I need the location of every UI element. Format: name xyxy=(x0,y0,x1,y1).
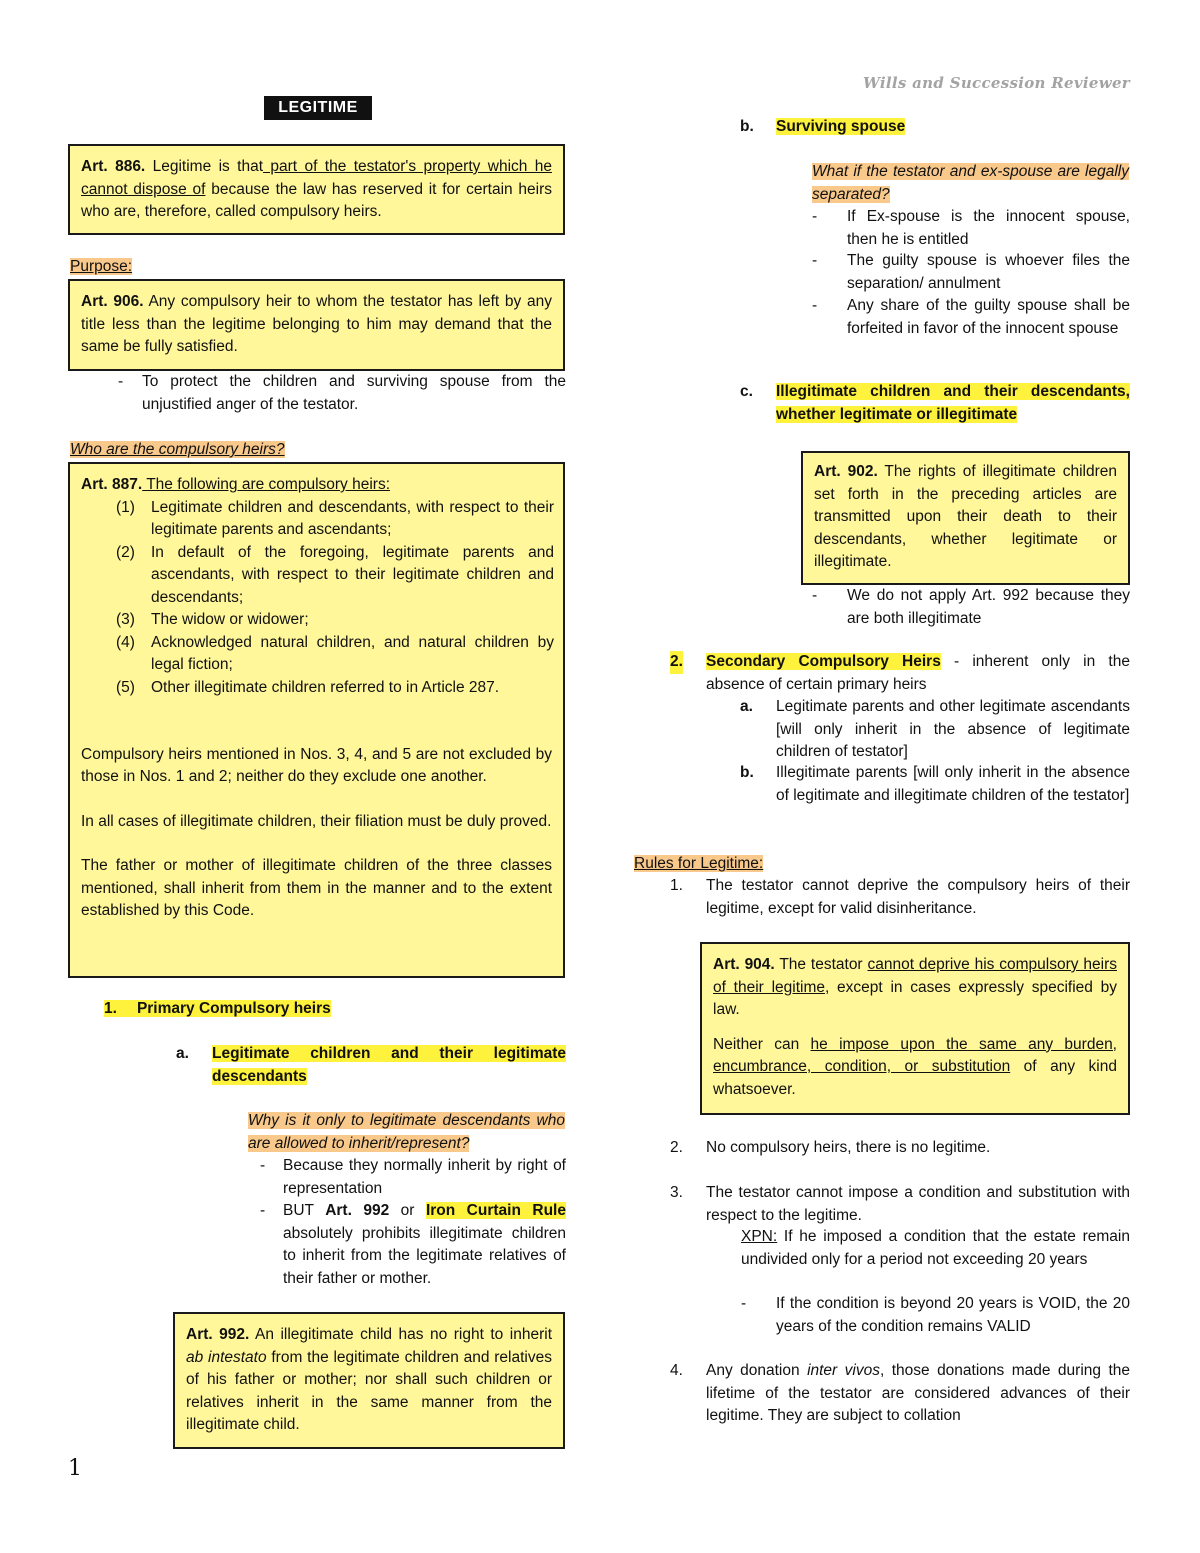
item-number: (1) xyxy=(116,498,135,516)
item-label-text: Legitimate children and their legitimate descendants xyxy=(212,1045,566,1085)
item-text: Acknowledged natural children, and natural children by legal fiction; xyxy=(151,633,554,673)
rule-name: Iron Curtain Rule xyxy=(425,1202,566,1219)
article-label: Art. 886. xyxy=(81,158,146,175)
purpose-heading xyxy=(70,256,132,279)
rule-number: 2. xyxy=(670,1139,683,1156)
rule-number: 1. xyxy=(670,877,683,894)
list-item xyxy=(81,677,552,722)
dash-marker: - xyxy=(741,1295,747,1312)
compulsory-heirs-list xyxy=(81,497,552,722)
item-text: The widow or widower; xyxy=(151,610,309,628)
rules-heading xyxy=(634,853,763,876)
question-text: What if the testator and ex-spouse are legally separated? xyxy=(812,163,1129,203)
question-text: Why is it only to legitimate descendants who are allowed to inherit/represent? xyxy=(248,1112,565,1152)
article-text: The rights of illegitimate children set forth in the preceding articles are transmitted upon their death to their descendants, whether legitimate or illegitimate. xyxy=(814,463,1118,570)
rule-text: The testator cannot deprive the compulsory heirs of their legitime, except for valid disinheritance. xyxy=(706,877,1130,917)
bullet-text: Any share of the guilty spouse shall be forfeited in favor of the innocent spouse xyxy=(847,297,1130,337)
article-906-box xyxy=(68,279,565,371)
item-number: (2) xyxy=(116,543,135,561)
article-text: Neither can xyxy=(713,1035,811,1053)
bullet-text: We do not apply Art. 992 because they are both illegitimate xyxy=(847,587,1130,627)
primary-heirs-heading xyxy=(104,998,331,1021)
dash-marker: - xyxy=(812,252,818,269)
bullet-text-part: or xyxy=(389,1202,426,1219)
item-label xyxy=(776,381,1130,426)
article-887-box xyxy=(68,462,565,978)
item-text: In default of the foregoing, legitimate parents and ascendants, with respect to their legitimate children and descendants; xyxy=(151,543,554,606)
dash-marker: - xyxy=(812,297,818,314)
article-underlined-text: he impose upon the same any burden, encumbrance, condition, or substitution xyxy=(713,1035,1117,1075)
dash-marker: - xyxy=(118,373,124,390)
item-letter: b. xyxy=(740,118,754,135)
rule-text-part: , those donations made during the lifetime of the testator are considered advances of their legitime. They are subject to collation xyxy=(706,1362,1130,1424)
article-intro: The following are compulsory heirs: xyxy=(142,476,390,493)
article-label: Art. 902. xyxy=(814,463,878,480)
heading-number: 2. xyxy=(670,651,683,674)
article-904-box xyxy=(700,942,1130,1115)
article-label: Art. 906. xyxy=(81,293,144,310)
dash-marker: - xyxy=(260,1202,266,1219)
article-992-box xyxy=(173,1312,565,1449)
item-text: Other illegitimate children referred to in Article 287. xyxy=(151,678,500,696)
item-label-text: Surviving spouse xyxy=(776,118,906,135)
article-text: because the law has reserved it for certain heirs who are, therefore, called compulsory heirs. xyxy=(81,180,552,220)
item-letter: b. xyxy=(740,764,754,781)
heading-label: Primary Compulsory heirs xyxy=(123,1000,331,1017)
list-item xyxy=(81,609,552,632)
bullet-text: If Ex-spouse is the innocent spouse, then he is entitled xyxy=(847,208,1130,248)
rule-text: The testator cannot impose a condition and substitution with respect to the legitime. xyxy=(706,1184,1130,1224)
list-item xyxy=(81,497,552,542)
rule-number: 3. xyxy=(670,1184,683,1201)
list-item xyxy=(81,542,552,609)
item-letter: c. xyxy=(740,383,753,400)
article-text: from the legitimate children and relatives of his father or mother; nor shall such children or relatives inherit in the same manner from the illegitimate child. xyxy=(186,1348,552,1433)
article-text: Legitime is that xyxy=(145,158,264,175)
spouse-question xyxy=(812,161,1129,206)
article-text: The testator xyxy=(774,956,868,973)
rules-label: Rules for Legitime: xyxy=(634,855,764,872)
bullet-text: If the condition is beyond 20 years is VOID, the 20 years of the condition remains VALID xyxy=(776,1295,1130,1335)
page-number: 1 xyxy=(68,1456,82,1481)
article-text: Any compulsory heir to whom the testator has left by any title less than the legitime belonging to him may demand that the same be fully satisfied. xyxy=(81,293,553,355)
latin-term: inter vivos xyxy=(807,1362,880,1379)
list-item xyxy=(81,632,552,677)
item-letter: a. xyxy=(176,1045,189,1062)
article-underlined-text: part of the testator's property which he cannot dispose of xyxy=(81,158,552,198)
item-label xyxy=(776,116,905,139)
article-paragraph: Compulsory heirs mentioned in Nos. 3, 4, and 5 are not excluded by those in Nos. 1 and 2; neither do they exclude one another. xyxy=(81,745,552,785)
bullet-text-part: absolutely prohibits illegitimate children to inherit from the legitimate relatives of their father or mother. xyxy=(283,1224,566,1287)
article-paragraph: In all cases of illegitimate children, their filiation must be duly proved. xyxy=(81,812,552,830)
article-886-box xyxy=(68,144,565,235)
who-question: Who are the compulsory heirs? xyxy=(70,441,285,458)
rule-number: 4. xyxy=(670,1362,683,1379)
dash-marker: - xyxy=(812,587,818,604)
bullet-text: To protect the children and surviving spouse from the unjustified anger of the testator. xyxy=(142,373,566,413)
page-title: LEGITIME xyxy=(264,96,372,120)
item-text: Legitimate children and descendants, with respect to their legitimate parents and ascendants; xyxy=(151,498,554,538)
article-text: , except in cases expressly specified by law. xyxy=(713,978,1117,1018)
item-number: (5) xyxy=(116,678,135,696)
who-heading xyxy=(70,439,285,462)
item-letter: a. xyxy=(740,698,753,715)
article-902-box xyxy=(801,451,1130,585)
heading-text xyxy=(706,651,1130,696)
heading-number: 1. xyxy=(104,1000,123,1017)
article-label: Art. 904. xyxy=(713,956,775,973)
article-underlined-text: cannot deprive his compulsory heirs of their legitime xyxy=(713,956,1117,996)
article-reference: Art. 992 xyxy=(325,1202,390,1219)
bullet-text: Because they normally inherit by right of representation xyxy=(283,1157,566,1197)
exception-label: XPN: xyxy=(741,1228,778,1245)
item-label-text: Illegitimate children and their descendants, whether legitimate or illegitimate xyxy=(776,383,1130,423)
dash-marker: - xyxy=(812,208,818,225)
rule-text: No compulsory heirs, there is no legitime. xyxy=(706,1139,991,1156)
item-text: Legitimate parents and other legitimate ascendants [will only inherit in the absence of legitimate children of testator] xyxy=(776,698,1130,760)
exception-text: If he imposed a condition that the estate remain undivided only for a period not exceeding 20 years xyxy=(741,1228,1130,1268)
item-number: (3) xyxy=(116,610,135,628)
rule-3-exception xyxy=(741,1226,1130,1271)
article-text: An illegitimate child has no right to inherit xyxy=(249,1326,553,1343)
why-question xyxy=(248,1110,565,1155)
bullet-text xyxy=(283,1200,566,1290)
item-text: Illegitimate parents [will only inherit in the absence of legitimate and illegitimate children of the testator] xyxy=(776,764,1130,804)
bullet-text-part: BUT xyxy=(283,1202,326,1219)
heading-rest: - inherent only in the absence of certain primary heirs xyxy=(706,653,1130,693)
article-paragraph: The father or mother of illegitimate children of the three classes mentioned, shall inherit from them in the manner and to the extent established by this Code. xyxy=(81,857,552,919)
running-header: Wills and Succession Reviewer xyxy=(863,74,1130,92)
rule-text xyxy=(706,1360,1130,1428)
heading-label: Secondary Compulsory Heirs xyxy=(706,653,941,670)
rule-text-part: Any donation xyxy=(706,1362,808,1379)
latin-term: ab intestato xyxy=(186,1348,267,1366)
article-label: Art. 992. xyxy=(186,1326,250,1343)
bullet-text: The guilty spouse is whoever files the separation/ annulment xyxy=(847,252,1130,292)
dash-marker: - xyxy=(260,1157,266,1174)
article-text: of any kind whatsoever. xyxy=(713,1058,1117,1098)
item-number: (4) xyxy=(116,633,135,651)
item-label xyxy=(212,1043,566,1088)
article-label: Art. 887. xyxy=(81,476,143,493)
purpose-label: Purpose: xyxy=(70,258,133,275)
